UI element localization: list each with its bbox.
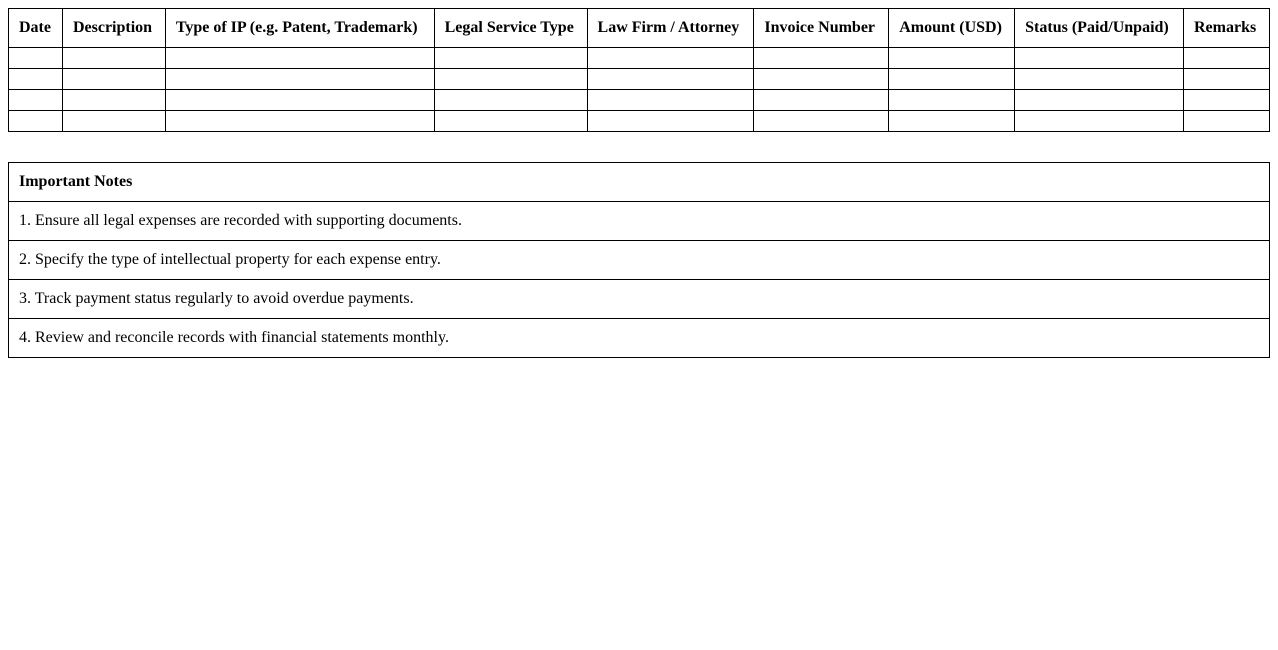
table-cell-date[interactable] [9,90,63,111]
table-cell-amount[interactable] [889,48,1015,69]
note-item-text: 3. Track payment status regularly to avoid overdue payments. [9,280,1270,319]
table-cell-status[interactable] [1015,69,1184,90]
column-header-date: Date [9,9,63,48]
table-cell-date[interactable] [9,48,63,69]
note-item-text: 2. Specify the type of intellectual property for each expense entry. [9,241,1270,280]
table-cell-law-firm[interactable] [587,90,754,111]
column-header-ip-type: Type of IP (e.g. Patent, Trademark) [165,9,434,48]
note-item-text: 4. Review and reconcile records with financial statements monthly. [9,319,1270,358]
table-cell-status[interactable] [1015,48,1184,69]
table-cell-invoice-number[interactable] [754,69,889,90]
table-cell-legal-service-type[interactable] [434,69,587,90]
list-item [9,202,1270,241]
list-item [9,319,1270,358]
table-cell-law-firm[interactable] [587,69,754,90]
table-cell-date[interactable] [9,69,63,90]
important-notes-table [8,162,1270,358]
column-header-invoice-number: Invoice Number [754,9,889,48]
table-cell-amount[interactable] [889,90,1015,111]
table-cell-status[interactable] [1015,111,1184,132]
table-cell-amount[interactable] [889,69,1015,90]
table-cell-invoice-number[interactable] [754,90,889,111]
table-cell-legal-service-type[interactable] [434,48,587,69]
note-item-text: 1. Ensure all legal expenses are recorded with supporting documents. [9,202,1270,241]
column-header-remarks: Remarks [1184,9,1270,48]
table-header-row [9,9,1270,48]
list-item [9,241,1270,280]
table-cell-date[interactable] [9,111,63,132]
table-cell-description[interactable] [62,69,165,90]
table-cell-ip-type[interactable] [165,69,434,90]
table-cell-status[interactable] [1015,90,1184,111]
table-cell-ip-type[interactable] [165,48,434,69]
table-row [9,48,1270,69]
column-header-law-firm: Law Firm / Attorney [587,9,754,48]
table-cell-remarks[interactable] [1184,111,1270,132]
table-cell-law-firm[interactable] [587,111,754,132]
table-cell-ip-type[interactable] [165,90,434,111]
table-row [9,111,1270,132]
table-cell-description[interactable] [62,90,165,111]
column-header-status: Status (Paid/Unpaid) [1015,9,1184,48]
table-cell-law-firm[interactable] [587,48,754,69]
table-cell-remarks[interactable] [1184,90,1270,111]
table-cell-invoice-number[interactable] [754,111,889,132]
legal-expense-table [8,8,1270,132]
list-item [9,280,1270,319]
notes-title: Important Notes [9,163,1270,202]
table-cell-ip-type[interactable] [165,111,434,132]
table-cell-invoice-number[interactable] [754,48,889,69]
table-cell-amount[interactable] [889,111,1015,132]
table-cell-legal-service-type[interactable] [434,111,587,132]
notes-header-row [9,163,1270,202]
table-cell-remarks[interactable] [1184,48,1270,69]
table-cell-description[interactable] [62,48,165,69]
table-cell-description[interactable] [62,111,165,132]
table-cell-remarks[interactable] [1184,69,1270,90]
table-row [9,90,1270,111]
table-cell-legal-service-type[interactable] [434,90,587,111]
column-header-amount: Amount (USD) [889,9,1015,48]
column-header-description: Description [62,9,165,48]
column-header-legal-service-type: Legal Service Type [434,9,587,48]
table-row [9,69,1270,90]
